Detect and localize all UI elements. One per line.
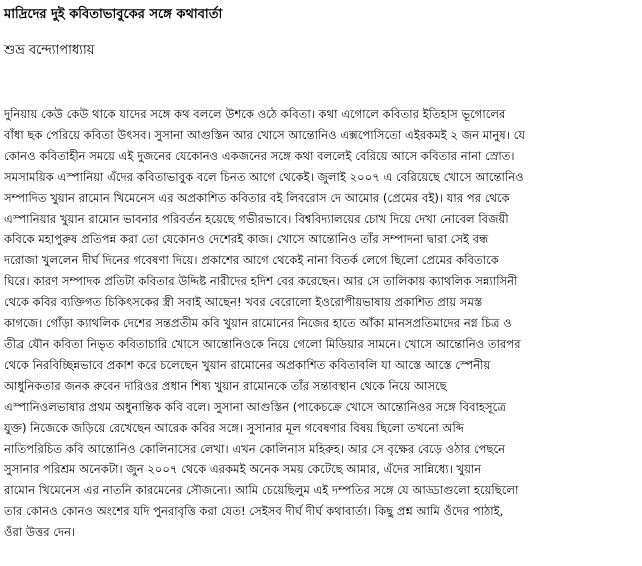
article-body xyxy=(4,104,638,543)
body-line: এস্পানিয়ার খুয়ান রামোন ভাবনার পরিবর্তন হয়েছে গভীরভাবে। বিশ্ববিদ্যালয়ের চোখ দিয়ে দেখা নোবেল বিজয়ী xyxy=(4,211,509,226)
body-line: সুসানার পরিশ্রম অনেকটা। জুন ২০০৭ থেকে এরকমই অনেক সময় কেটেছে আমার, এঁদের সান্নিধ্যে। খুয়ান xyxy=(4,462,482,477)
body-line: ওঁরা উত্তর দেন। xyxy=(4,525,76,540)
body-line: সমসাময়িক এস্পানিয়া এঁদের কবিতাভাবুক বলে চিনত আগে থেকেই। জুলাই ২০০৭ এ বেরিয়েছে খোসে আন্তোনিও xyxy=(4,169,524,184)
body-line: কাগজে। গোঁড়া ক্যাথলিক দেশের সন্তপ্রতীম কবি খুয়ান রামোনের নিজের হাতে আঁকা মানসপ্রতিমাদের নগ্ন চিত্র ও xyxy=(4,316,512,331)
body-line: থেকে কবির ব্যক্তিগত চিকিৎসকের স্ত্রী সবাই আছেন! খবর বেরোলো ইওরোপীয়ভাষায় প্রকাশিত প্রায় সমস্ত xyxy=(4,295,483,310)
body-line: কবিকে মহাপুরুষ প্রতিপন্ন করা তো যেকোনও দেশেরই কাজ। খোসে আন্তোনিও তাঁর সম্পাদনা দ্বারা সেই বন্ধ xyxy=(4,232,489,247)
article-title: মাদ্রিদের দুই কবিতাভাবুকের সঙ্গে কথাবার্তা xyxy=(4,7,223,22)
body-line: যুক্ত) নিজেকে জড়িয়ে রেখেছেন আরেক কবির সঙ্গে। সুসানার মূল গবেষণার বিষয় ছিলো তখনো অব্দি xyxy=(4,420,464,435)
body-line: থেকে নিরবিচ্ছিন্নভাবে প্রকাশ করে চলেছেন খুয়ান রামোনের অপ্রকাশিত কবিতাবলি যা আস্তে আস্তে স্পেনীয় xyxy=(4,357,491,372)
body-line: কোনও কবিতাহীন সময়ে এই দুজনের যেকোনও একজনের সঙ্গে কথা বললেই বেরিয়ে আসে কবিতার নানা স্রোত। xyxy=(4,148,515,163)
article-author: শুভ্র বন্দ্যোপাধ্যায় xyxy=(4,43,95,58)
body-line: বাঁধা ছক পেরিয়ে কবিতা উৎসব। সুসানা আগুস্তিন আর খোসে আন্তোনিও এক্সপোসিতো এইরকমই ২ জন মানুষ। যে xyxy=(4,127,526,142)
body-line: আধুনিকতার জনক রুবেন দারিওর প্রধান শিষ্য খুয়ান রামোনকে তাঁর সন্তাবস্থান থেকে নিয়ে আসছে xyxy=(4,378,447,393)
body-line: এস্পানিওলভাষার প্রথম অধুনান্তিক কবি বলে। সুসানা আগুস্তিন (পাকেচক্রে খোসে আন্তোনিওর সঙ্গে বিবাহসূত্রে xyxy=(4,399,506,414)
body-line: দুনিয়ায় কেউ কেউ থাকে যাদের সঙ্গে কথ বললে উশকে ওঠে কবিতা। কথা এগোলে কবিতার ইতিহাস ভূগোলের xyxy=(4,107,506,121)
body-line: নাতিপরিচিত কবি আন্তোনিও কোলিনাসের লেখা। এখন কোলিনাস মহিরুহ। আর সে বৃক্ষের বেড়ে ওঠার পেছনে xyxy=(4,441,506,456)
body-line: সম্পাদিত খুয়ান রামোন খিমেনেস এর অপ্রকাশিত কবিতার বই লিবরোস দে আমোর (প্রেমের বই)। যার পর থেকে xyxy=(4,190,510,205)
article xyxy=(4,6,638,543)
body-line: দরোজা খুললেন দীর্ঘ দিনের গবেষণা দিয়ে। প্রকাশের আগে থেকেই নানা বিতর্ক লেগে ছিলো প্রেমের কবিতাকে xyxy=(4,253,499,268)
body-line: তার কোনও কোনও অংশের যদি পুনরাবৃত্তি করা যেত! সেইসব দীর্ঘ দীর্ঘ কথাবার্তা। কিছু প্রশ্ন আমি ওঁদের পাঠাই, xyxy=(4,504,504,519)
body-line: রামোন খিমেনেস এর নাতনি কারমেনের সৌজন্যে। আমি চেয়েছিলুম এই দম্পতির সঙ্গে যে আড্ডাগুলো হয়েছিলো xyxy=(4,483,519,498)
body-line: ঘিরে। কারণ সম্পাদক প্রতিটা কবিতার উদ্দিষ্ট নারীদের হদিশ বের করেছেন। আর সে তালিকায় ক্যাথলিক সন্ন্যাসিনী xyxy=(4,274,518,289)
body-line: তীব্র যৌন কবিতা নিভৃত কবিতাচারি খোসে আন্তোনিওকে নিয়ে গেলো মিডিয়ার সামনে। খোসে আন্তোনিও তারপর xyxy=(4,336,521,351)
